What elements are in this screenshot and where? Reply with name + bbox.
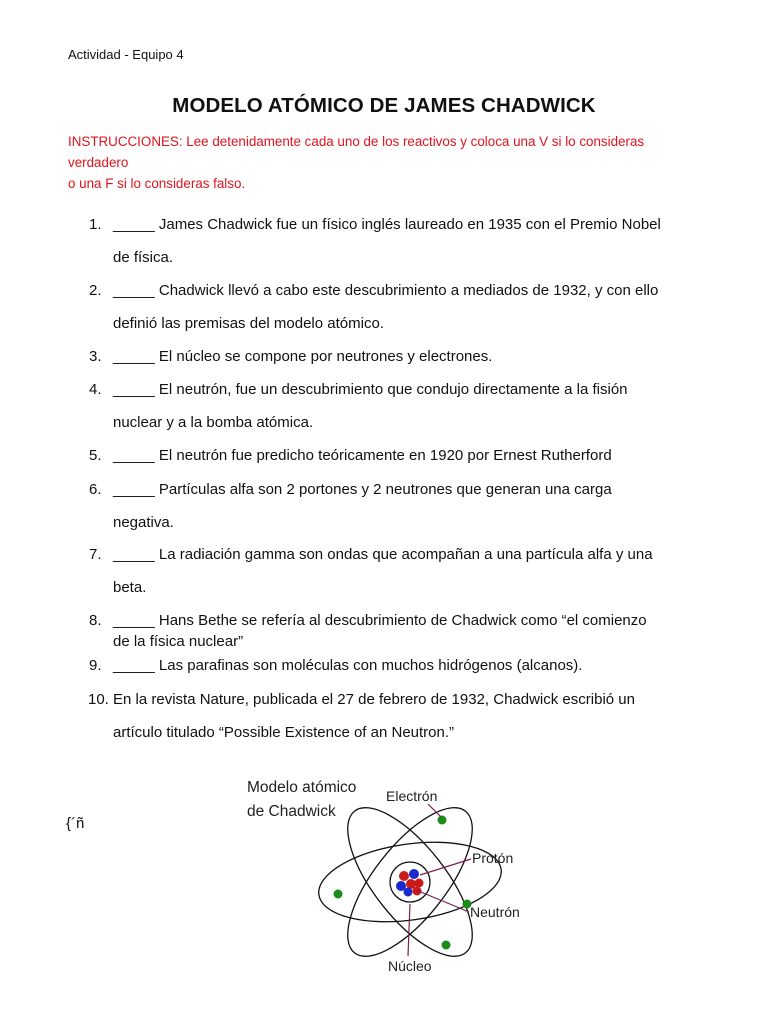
- question-number: 10.: [88, 691, 109, 708]
- stray-text: {´ñ: [66, 815, 85, 832]
- electron-particle: [334, 890, 343, 899]
- page-title: MODELO ATÓMICO DE JAMES CHADWICK: [172, 94, 596, 117]
- neutron-particle: [404, 888, 413, 897]
- question-text-cont: definió las premisas del modelo atómico.: [113, 315, 384, 332]
- neutron-label: Neutrón: [470, 904, 520, 920]
- question-number: 2.: [89, 282, 102, 299]
- question-number: 1.: [89, 216, 102, 233]
- nucleus-label: Núcleo: [388, 958, 432, 974]
- question-number: 4.: [89, 381, 102, 398]
- question-number: 8.: [89, 612, 102, 629]
- proton-particle: [415, 879, 424, 888]
- diagram-title-line-2: de Chadwick: [247, 803, 336, 820]
- question-number: 9.: [89, 657, 102, 674]
- diagram-title-line-1: Modelo atómico: [247, 779, 357, 796]
- question-text-cont: beta.: [113, 579, 147, 596]
- question-number: 5.: [89, 447, 102, 464]
- instructions-line-1: INSTRUCCIONES: Lee detenidamente cada uno de los reactivos y coloca una V si lo consideras verdadero: [68, 134, 645, 170]
- instructions: [68, 131, 708, 194]
- question-number: 6.: [89, 481, 102, 498]
- electron-particle: [442, 941, 451, 950]
- question-text: _____ El neutrón fue predicho teóricamente en 1920 por Ernest Rutherford: [113, 447, 612, 464]
- electron-particle: [438, 816, 447, 825]
- question-text: _____ James Chadwick fue un físico inglés laureado en 1935 con el Premio Nobel: [113, 216, 661, 233]
- question-text: _____ La radiación gamma son ondas que acompañan a una partícula alfa y una: [113, 546, 653, 563]
- question-text: _____ Partículas alfa son 2 portones y 2 neutrones que generan una carga: [113, 481, 612, 498]
- nucleus-pointer: [408, 904, 410, 956]
- question-text-cont: de física.: [113, 249, 174, 266]
- proton-pointer: [420, 859, 471, 875]
- neutron-particle: [409, 869, 419, 879]
- question-text: En la revista Nature, publicada el 27 de febrero de 1932, Chadwick escribió un: [113, 691, 635, 708]
- question-text-cont: negativa.: [113, 514, 174, 531]
- chadwick-atom-diagram: [230, 770, 540, 980]
- proton-label: Protón: [472, 850, 514, 866]
- question-text: _____ Chadwick llevó a cabo este descubrimiento a mediados de 1932, y con ello: [113, 282, 659, 299]
- question-text: _____ Las parafinas son moléculas con muchos hidrógenos (alcanos).: [113, 657, 583, 674]
- question-number: 3.: [89, 348, 102, 365]
- instructions-line-2: o una F si lo consideras falso.: [68, 176, 246, 191]
- question-text-cont: artículo titulado “Possible Existence of an Neutron.”: [113, 724, 455, 741]
- question-text: _____ El neutrón, fue un descubrimiento que condujo directamente a la fisión: [113, 381, 628, 398]
- question-text: _____ Hans Bethe se refería al descubrimiento de Chadwick como “el comienzo: [113, 612, 647, 629]
- question-text-cont: de la física nuclear”: [113, 633, 244, 650]
- activity-label: Actividad - Equipo 4: [68, 47, 184, 62]
- question-text-cont: nuclear y a la bomba atómica.: [113, 414, 314, 431]
- neutron-pointer: [416, 890, 469, 912]
- question-number: 7.: [89, 546, 102, 563]
- question-text: _____ El núcleo se compone por neutrones y electrones.: [113, 348, 493, 365]
- proton-particle: [399, 871, 409, 881]
- electron-label: Electrón: [386, 788, 438, 804]
